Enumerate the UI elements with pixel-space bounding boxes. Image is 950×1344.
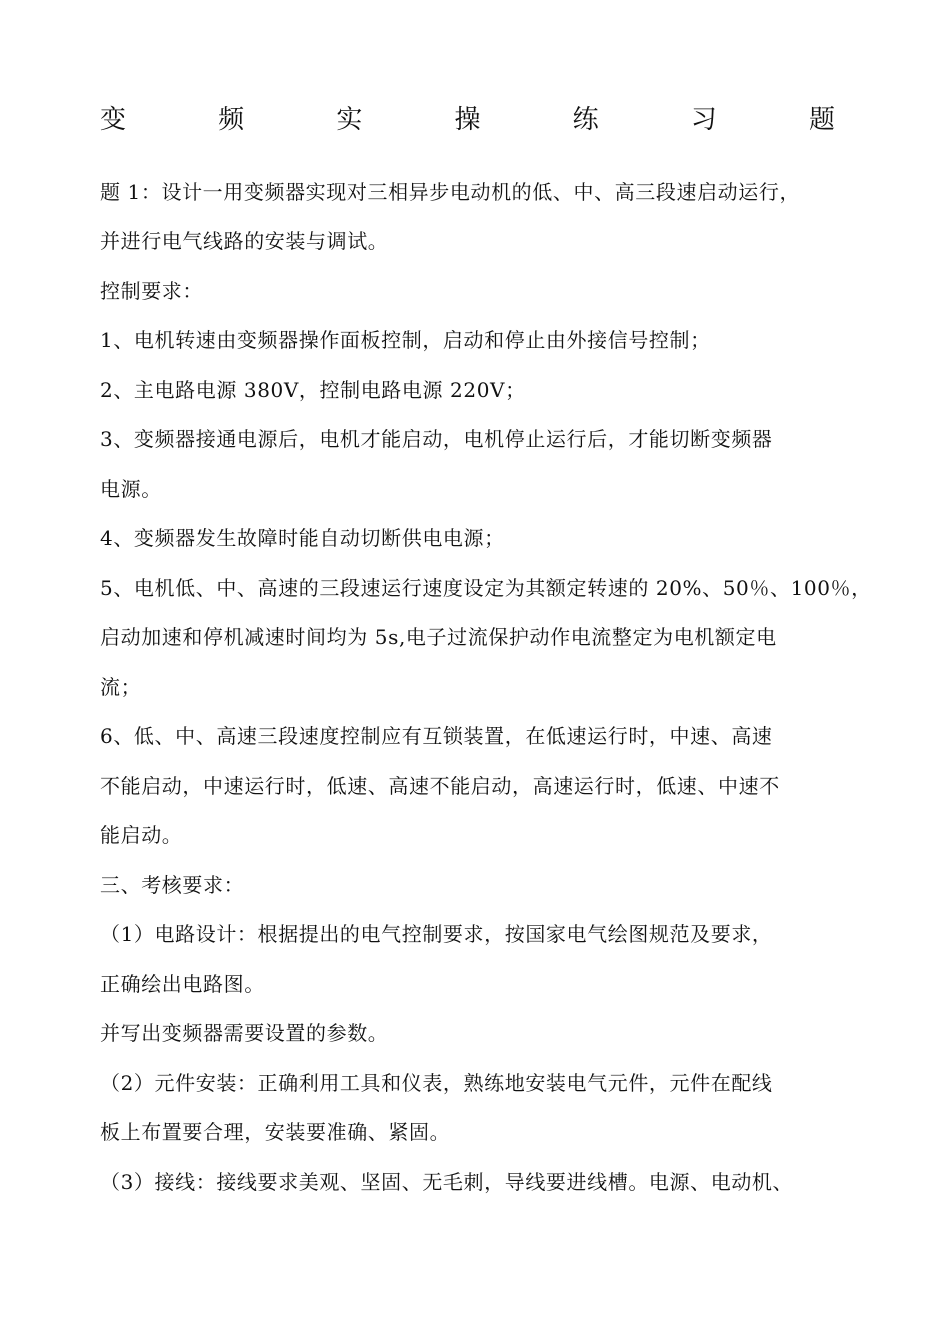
requirement-line: 流； <box>100 675 142 699</box>
title-char: 操 <box>454 105 481 135</box>
assessment-line: 正确绘出电路图。 <box>100 972 265 996</box>
section-heading: 控制要求： <box>100 279 203 303</box>
assessment-line: 板上布置要合理，安装要准确、紧固。 <box>100 1120 451 1144</box>
section-heading: 三、考核要求： <box>100 873 245 897</box>
requirement-line: 3、变频器接通电源后，电机才能启动，电机停止运行后，才能切断变频器 <box>100 427 773 451</box>
requirement-line: 不能启动，中速运行时，低速、高速不能启动，高速运行时，低速、中速不 <box>100 774 780 798</box>
title-char: 题 <box>808 105 835 135</box>
requirement-line: 1、电机转速由变频器操作面板控制，启动和停止由外接信号控制； <box>100 328 711 352</box>
requirement-line: 2、主电路电源 380V，控制电路电源 220V； <box>100 378 526 402</box>
title-char: 变 <box>100 105 127 135</box>
title-char: 习 <box>690 105 717 135</box>
assessment-line: （1）电路设计：根据提出的电气控制要求，按国家电气绘图规范及要求， <box>100 922 773 946</box>
title-char: 练 <box>572 105 599 135</box>
question-line: 题 1：设计一用变频器实现对三相异步电动机的低、中、高三段速启动运行， <box>100 180 801 204</box>
requirement-line: 5、电机低、中、高速的三段速运行速度设定为其额定转速的 20%、50％、100％， <box>100 576 872 600</box>
title-char: 频 <box>218 105 245 135</box>
requirement-line: 启动加速和停机减速时间均为 5s,电子过流保护动作电流整定为电机额定电 <box>100 625 777 649</box>
assessment-line: （3）接线：接线要求美观、坚固、无毛刺，导线要进线槽。电源、电动机、 <box>100 1170 794 1194</box>
requirement-line: 电源。 <box>100 477 162 501</box>
assessment-line: 并写出变频器需要设置的参数。 <box>100 1021 389 1045</box>
document-title <box>100 100 835 140</box>
requirement-line: 能启动。 <box>100 823 183 847</box>
requirement-line: 6、低、中、高速三段速度控制应有互锁装置，在低速运行时，中速、高速 <box>100 724 773 748</box>
assessment-line: （2）元件安装：正确利用工具和仪表，熟练地安装电气元件，元件在配线 <box>100 1071 773 1095</box>
question-line: 并进行电气线路的安装与调试。 <box>100 229 389 253</box>
title-char: 实 <box>336 105 363 135</box>
requirement-line: 4、变频器发生故障时能自动切断供电电源； <box>100 526 505 550</box>
